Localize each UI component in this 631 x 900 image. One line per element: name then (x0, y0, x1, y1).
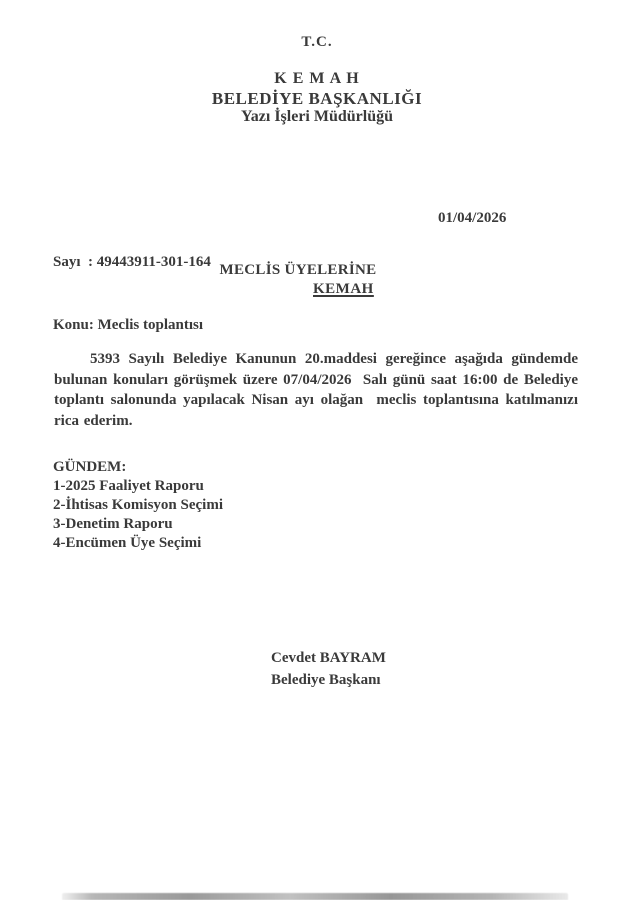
agenda-item: 2-İhtisas Komisyon Seçimi (53, 497, 224, 513)
letterhead-office: BELEDİYE BAŞKANLIĞI (211, 89, 423, 108)
agenda-item: 4-Encümen Üye Seçimi (53, 535, 202, 551)
agenda-block (53, 458, 223, 553)
letterhead-municipality: K E M A H (274, 70, 360, 87)
agenda-item: 3-Denetim Raporu (53, 516, 173, 532)
letter-date: 01/04/2026 (438, 210, 507, 226)
signature-title: Belediye Başkanı (271, 671, 381, 688)
recipient-place: KEMAH (313, 281, 374, 297)
agenda-item: 1-2025 Faaliyet Raporu (53, 478, 204, 494)
recipient-heading: MECLİS ÜYELERİNE (219, 262, 377, 278)
letterhead-department: Yazı İşleri Müdürlüğü (240, 108, 393, 125)
reference-sayi: Sayı : 49443911-301-164 (53, 254, 211, 270)
scan-artifact-bottom (62, 893, 568, 900)
reference-konu: Konu: Meclis toplantısı (53, 317, 204, 333)
signature-block (271, 648, 386, 691)
letterhead-tc: T.C. (301, 34, 333, 50)
letter-body: 5393 Sayılı Belediye Kanunun 20.maddesi gereğince aşağıda gündemde bulunan konuları görüşmek üzere 07/04/2026 Salı günü saat 16:00 de Belediye toplantı salonunda yapılacak Nisan ayı olağan meclis toplantısına katılmanızı rica ederim. (54, 351, 583, 429)
signature-name: Cevdet BAYRAM (271, 650, 386, 666)
agenda-title: GÜNDEM: (53, 459, 127, 475)
